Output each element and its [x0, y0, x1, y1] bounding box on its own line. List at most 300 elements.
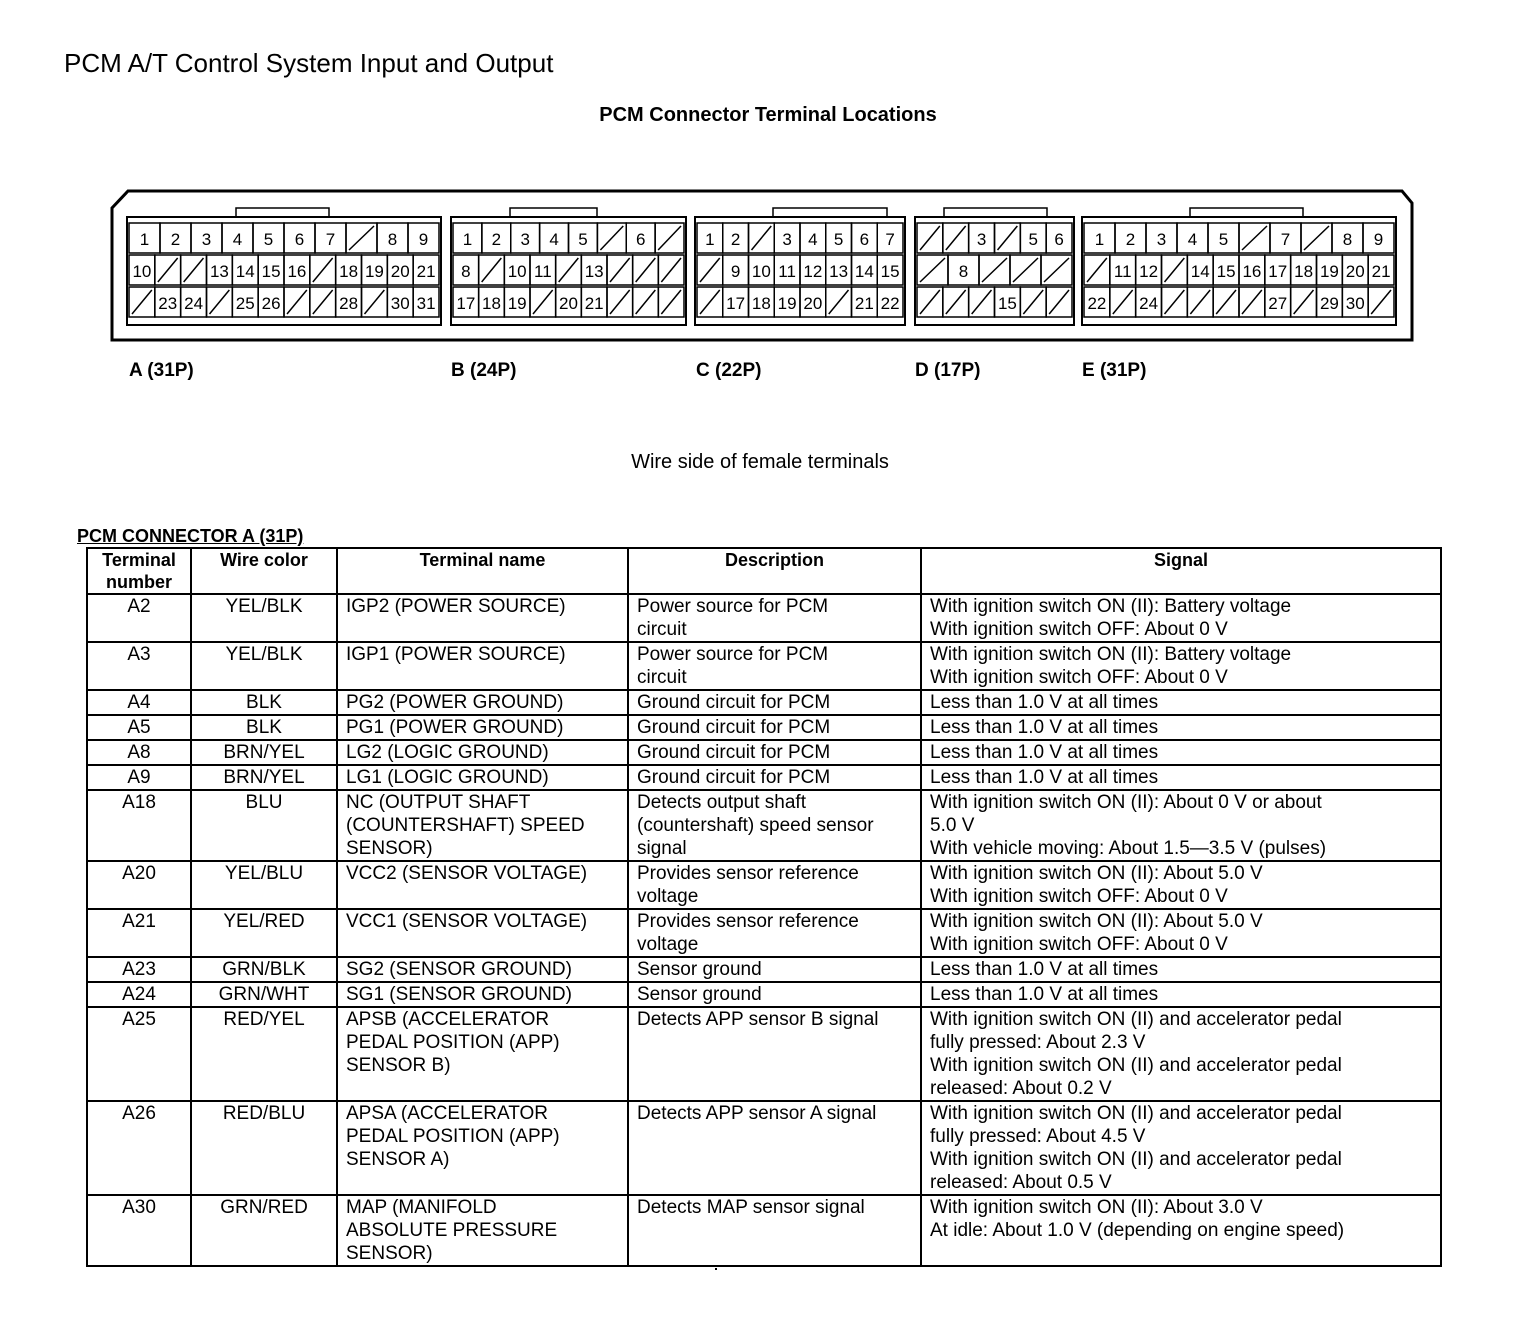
connector-e-row1-terminal-number: 3: [1156, 230, 1167, 249]
connector-a-row3-blocked-cavity-slash: [132, 290, 152, 314]
signal-cell-line: With ignition switch OFF: About 0 V: [930, 619, 1228, 640]
signal-cell: [921, 861, 1441, 909]
header-terminal-number: [87, 548, 191, 594]
description-cell: [628, 715, 921, 740]
connector-e-row3-blocked-cavity-slash: [1371, 290, 1391, 314]
terminal-name-cell: [337, 1195, 628, 1266]
connector-b-row1-terminal-number: 4: [549, 230, 559, 249]
terminal-name-cell-line: APSA (ACCELERATOR: [346, 1103, 549, 1124]
description-cell-line: Ground circuit for PCM: [637, 717, 831, 738]
header-description: Description: [628, 548, 921, 594]
terminal-name-cell-line: SG1 (SENSOR GROUND): [346, 984, 572, 1005]
connector-a-row1-terminal-number: 7: [325, 230, 336, 249]
terminal-name-cell-line: SENSOR B): [346, 1055, 451, 1076]
description-cell-line: signal: [637, 838, 687, 859]
signal-cell-line: With ignition switch ON (II) and accelerator pedal: [930, 1055, 1342, 1076]
signal-cell-line: Less than 1.0 V at all times: [930, 742, 1159, 763]
connector-b-row1-terminal-number: 1: [462, 230, 473, 249]
connector-a-row3-terminal-number: 31: [416, 294, 436, 313]
connector-e-row1-terminal-number: 8: [1342, 230, 1353, 249]
connector-a-row3-terminal-number: 24: [184, 294, 204, 313]
terminal-number-cell: A5: [87, 715, 191, 740]
connector-a-row2-terminal-number: 10: [132, 262, 152, 281]
signal-cell: [921, 1195, 1441, 1266]
connector-e-row3-blocked-cavity-slash: [1294, 290, 1314, 314]
connector-d-row1-blocked-cavity-slash: [998, 226, 1018, 250]
connector-e-row1-blocked-cavity-slash: [1242, 226, 1267, 250]
wire-color-cell: BLK: [191, 715, 337, 740]
connector-e-row2-terminal-number: 11: [1113, 262, 1132, 281]
table-row: [87, 982, 1441, 1007]
diagram-title: PCM Connector Terminal Locations: [599, 104, 937, 126]
connector-a-lock-tab: [236, 208, 329, 217]
description-cell-line: Power source for PCM: [637, 596, 829, 617]
wire-color-cell: YEL/BLK: [191, 594, 337, 642]
description-cell-line: Sensor ground: [637, 984, 762, 1005]
wire-color-cell: GRN/RED: [191, 1195, 337, 1266]
terminal-name-cell: [337, 1007, 628, 1101]
connector-a-row3-terminal-number: 23: [158, 294, 178, 313]
terminal-number-cell: A9: [87, 765, 191, 790]
connector-d-row1-blocked-cavity-slash: [946, 226, 966, 250]
signal-cell-line: Less than 1.0 V at all times: [930, 959, 1159, 980]
connector-a-row2-terminal-number: 14: [235, 262, 255, 281]
description-cell-line: Detects output shaft: [637, 792, 806, 813]
connector-b-row3-terminal-number: 20: [559, 294, 578, 313]
description-cell-line: Power source for PCM: [637, 644, 829, 665]
table-row: [87, 957, 1441, 982]
description-cell-line: voltage: [637, 934, 699, 955]
connector-e-row1-terminal-number: 4: [1187, 230, 1198, 249]
terminal-name-cell-line: PEDAL POSITION (APP): [346, 1032, 560, 1053]
connector-b-row1-terminal-number: 5: [578, 230, 588, 249]
connector-e-row3-terminal-number: 22: [1087, 294, 1107, 313]
terminal-name-cell-line: SENSOR): [346, 838, 433, 859]
signal-cell-line: With ignition switch ON (II): About 5.0 V: [930, 911, 1263, 932]
signal-cell-line: released: About 0.5 V: [930, 1172, 1112, 1193]
signal-cell: [921, 982, 1441, 1007]
terminal-number-cell: A30: [87, 1195, 191, 1266]
signal-cell-line: fully pressed: About 4.5 V: [930, 1126, 1146, 1147]
terminal-number-cell: A24: [87, 982, 191, 1007]
wire-color-cell: GRN/BLK: [191, 957, 337, 982]
signal-cell: [921, 715, 1441, 740]
connector-c-row1-terminal-number: 1: [705, 230, 715, 249]
connector-a-row3-blocked-cavity-slash: [313, 290, 333, 314]
signal-cell-line: With ignition switch OFF: About 0 V: [930, 667, 1228, 688]
connector-e-label: E (31P): [1082, 360, 1147, 381]
connector-c-row3-terminal-number: 19: [777, 294, 797, 313]
connector-e-row1-terminal-number: 1: [1094, 230, 1105, 249]
signal-cell-line: With ignition switch ON (II) and accelerator pedal: [930, 1009, 1342, 1030]
connector-e-row3-blocked-cavity-slash: [1242, 290, 1262, 314]
signal-cell-line: Less than 1.0 V at all times: [930, 767, 1159, 788]
connector-b-row1-terminal-number: 2: [491, 230, 502, 249]
connector-d-row2-blocked-cavity-slash: [1044, 258, 1069, 282]
terminal-number-cell: A2: [87, 594, 191, 642]
connector-b-row1-terminal-number: 3: [520, 230, 530, 249]
terminal-name-cell: [337, 982, 628, 1007]
connector-a-row3-terminal-number: 26: [261, 294, 281, 313]
connector-b-row3-blocked-cavity-slash: [533, 290, 553, 314]
connector-e-row1-terminal-number: 7: [1280, 230, 1291, 249]
connector-c-row1-terminal-number: 5: [833, 230, 844, 249]
connector-d-row1-terminal-number: 3: [976, 230, 987, 249]
connector-c-row1-terminal-number: 4: [808, 230, 818, 249]
signal-cell-line: With ignition switch ON (II) and accelerator pedal: [930, 1149, 1342, 1170]
connector-d-row1-terminal-number: 5: [1028, 230, 1038, 249]
description-cell: [628, 909, 921, 957]
connector-b-row1-blocked-cavity-slash: [658, 226, 681, 250]
table-row: [87, 765, 1441, 790]
terminal-number-cell: A18: [87, 790, 191, 861]
description-cell-line: Ground circuit for PCM: [637, 767, 831, 788]
description-cell: [628, 642, 921, 690]
terminal-name-cell-line: ABSOLUTE PRESSURE: [346, 1220, 558, 1241]
wire-color-cell: BRN/YEL: [191, 765, 337, 790]
description-cell: [628, 765, 921, 790]
signal-cell: [921, 642, 1441, 690]
table-row: [87, 715, 1441, 740]
connector-c-row3-terminal-number: 22: [880, 294, 900, 313]
connector-a-row1-terminal-number: 2: [170, 230, 181, 249]
connector-a-row3-terminal-number: 28: [339, 294, 359, 313]
terminal-name-cell: [337, 765, 628, 790]
connector-e-row2-terminal-number: 16: [1242, 262, 1262, 281]
table-row: [87, 642, 1441, 690]
header-terminal-name: Terminal name: [337, 548, 628, 594]
description-cell-line: circuit: [637, 619, 687, 640]
wire-color-cell: YEL/RED: [191, 909, 337, 957]
terminal-name-cell-line: PG2 (POWER GROUND): [346, 692, 564, 713]
connector-b-row3-blocked-cavity-slash: [610, 290, 630, 314]
terminal-name-cell: [337, 957, 628, 982]
table-row: [87, 690, 1441, 715]
header-wire-color: Wire color: [191, 548, 337, 594]
connector-a-row1-terminal-number: 1: [139, 230, 150, 249]
connector-c-row3-terminal-number: 18: [751, 294, 771, 313]
connector-c-row3-terminal-number: 20: [803, 294, 823, 313]
connector-c-row3-terminal-number: 21: [854, 294, 874, 313]
description-cell-line: voltage: [637, 886, 699, 907]
connector-e-row3-terminal-number: 27: [1268, 294, 1288, 313]
connector-diagram: [0, 180, 1536, 350]
connector-e-row1-terminal-number: 5: [1218, 230, 1229, 249]
connector-e-row3-terminal-number: 30: [1345, 294, 1365, 313]
connector-d-row2-blocked-cavity-slash: [920, 258, 945, 282]
connector-a-row2-blocked-cavity-slash: [158, 258, 178, 282]
connector-d-lock-tab: [944, 208, 1047, 217]
signal-cell: [921, 1101, 1441, 1195]
connector-b-row2-blocked-cavity-slash: [636, 258, 656, 282]
terminal-name-cell: [337, 740, 628, 765]
connector-a-row2-terminal-number: 19: [364, 262, 384, 281]
connector-e-row1-terminal-number: 2: [1125, 230, 1136, 249]
terminal-name-cell-line: LG2 (LOGIC GROUND): [346, 742, 549, 763]
header-signal: Signal: [921, 548, 1441, 594]
signal-cell: [921, 957, 1441, 982]
description-cell: [628, 1195, 921, 1266]
terminal-name-cell-line: LG1 (LOGIC GROUND): [346, 767, 549, 788]
connector-e-row3-terminal-number: 24: [1139, 294, 1159, 313]
description-cell-line: (countershaft) speed sensor: [637, 815, 874, 836]
connector-b-row2-terminal-number: 11: [534, 262, 552, 281]
connector-c-row1-terminal-number: 2: [730, 230, 741, 249]
connector-c-row1-terminal-number: 7: [885, 230, 895, 249]
description-cell-line: Ground circuit for PCM: [637, 742, 831, 763]
connector-e-row2-blocked-cavity-slash: [1165, 258, 1185, 282]
header-terminal-line1: Terminal: [102, 550, 176, 570]
connector-c-row2-blocked-cavity-slash: [700, 258, 720, 282]
description-cell: [628, 790, 921, 861]
connector-c-row2-terminal-number: 10: [751, 262, 771, 281]
connector-c-row3-terminal-number: 17: [726, 294, 746, 313]
connector-a-row2-terminal-number: 18: [339, 262, 359, 281]
connector-e-row2-terminal-number: 20: [1345, 262, 1365, 281]
connector-b-row2-blocked-cavity-slash: [610, 258, 630, 282]
connector-e-row2-terminal-number: 17: [1268, 262, 1288, 281]
connector-e-row2-terminal-number: 19: [1319, 262, 1339, 281]
description-cell-line: Ground circuit for PCM: [637, 692, 831, 713]
terminal-number-cell: A26: [87, 1101, 191, 1195]
description-cell-line: Detects MAP sensor signal: [637, 1197, 865, 1218]
terminal-name-cell: [337, 594, 628, 642]
connector-b-row3-blocked-cavity-slash: [661, 290, 681, 314]
connector-b-row2-blocked-cavity-slash: [661, 258, 681, 282]
table-header-row: [87, 548, 1441, 594]
table-row: [87, 1195, 1441, 1266]
connector-a-row3-blocked-cavity-slash: [365, 290, 385, 314]
connector-c-row2-terminal-number: 14: [854, 262, 874, 281]
connector-c-lock-tab: [773, 208, 887, 217]
connector-a-row2-terminal-number: 15: [261, 262, 281, 281]
description-cell-line: Provides sensor reference: [637, 863, 859, 884]
connector-d-row2-blocked-cavity-slash: [982, 258, 1007, 282]
signal-cell-line: With ignition switch OFF: About 0 V: [930, 886, 1228, 907]
description-cell: [628, 740, 921, 765]
wire-color-cell: RED/YEL: [191, 1007, 337, 1101]
table-title: PCM CONNECTOR A (31P): [77, 526, 304, 546]
connector-e-row2-terminal-number: 15: [1216, 262, 1236, 281]
terminal-number-cell: A4: [87, 690, 191, 715]
signal-cell-line: With ignition switch ON (II): About 5.0 V: [930, 863, 1263, 884]
description-cell-line: Detects APP sensor B signal: [637, 1009, 879, 1030]
terminal-name-cell: [337, 861, 628, 909]
connector-b-row2-blocked-cavity-slash: [559, 258, 579, 282]
connector-b-row1-terminal-number: 6: [635, 230, 646, 249]
connector-d-row3-terminal-number: 15: [997, 294, 1017, 313]
description-cell-line: Sensor ground: [637, 959, 762, 980]
terminal-name-cell: [337, 1101, 628, 1195]
description-cell: [628, 982, 921, 1007]
terminal-name-cell: [337, 642, 628, 690]
terminal-number-cell: A20: [87, 861, 191, 909]
connector-b-row1-blocked-cavity-slash: [600, 226, 623, 250]
terminal-table: [86, 547, 1442, 1267]
connector-e-row3-blocked-cavity-slash: [1165, 290, 1185, 314]
connector-a-row3-blocked-cavity-slash: [210, 290, 230, 314]
connector-e-row2-terminal-number: 14: [1190, 262, 1210, 281]
connector-e-row3-blocked-cavity-slash: [1216, 290, 1236, 314]
connector-d-row1-blocked-cavity-slash: [920, 226, 940, 250]
connector-d-label: D (17P): [915, 360, 981, 381]
signal-cell: [921, 690, 1441, 715]
signal-cell-line: fully pressed: About 2.3 V: [930, 1032, 1146, 1053]
terminal-name-cell: [337, 690, 628, 715]
connector-a-row1-blocked-cavity-slash: [349, 226, 374, 250]
stray-dot: [715, 1268, 717, 1270]
signal-cell-line: At idle: About 1.0 V (depending on engine speed): [930, 1220, 1345, 1241]
signal-cell-line: Less than 1.0 V at all times: [930, 717, 1159, 738]
connector-c-row3-blocked-cavity-slash: [829, 290, 849, 314]
wire-color-cell: RED/BLU: [191, 1101, 337, 1195]
terminal-name-cell-line: NC (OUTPUT SHAFT: [346, 792, 531, 813]
terminal-number-cell: A3: [87, 642, 191, 690]
signal-cell-line: With ignition switch ON (II): Battery voltage: [930, 644, 1292, 665]
connector-c-row1-blocked-cavity-slash: [752, 226, 772, 250]
connector-b-row3-terminal-number: 19: [507, 294, 527, 313]
connector-b-row2-terminal-number: 13: [584, 262, 604, 281]
connector-d-row2-terminal-number: 8: [958, 262, 969, 281]
connector-c-row2-terminal-number: 9: [730, 262, 741, 281]
connector-e-row3-blocked-cavity-slash: [1113, 290, 1133, 314]
page-title: PCM A/T Control System Input and Output: [64, 48, 554, 78]
signal-cell: [921, 909, 1441, 957]
description-cell: [628, 690, 921, 715]
signal-cell-line: With ignition switch ON (II): Battery voltage: [930, 596, 1292, 617]
description-cell-line: Detects APP sensor A signal: [637, 1103, 877, 1124]
terminal-name-cell-line: IGP2 (POWER SOURCE): [346, 596, 566, 617]
signal-cell: [921, 790, 1441, 861]
terminal-name-cell-line: SENSOR A): [346, 1149, 450, 1170]
table-row: [87, 594, 1441, 642]
connector-d-row3-blocked-cavity-slash: [1023, 290, 1043, 314]
description-cell-line: circuit: [637, 667, 687, 688]
connector-c-row2-terminal-number: 13: [829, 262, 849, 281]
connector-c-row1-terminal-number: 3: [782, 230, 792, 249]
terminal-name-cell-line: PG1 (POWER GROUND): [346, 717, 564, 738]
connector-c-row2-terminal-number: 11: [778, 262, 796, 281]
connector-a-row3-blocked-cavity-slash: [287, 290, 307, 314]
connector-a-row2-blocked-cavity-slash: [313, 258, 333, 282]
connector-a-row1-terminal-number: 3: [201, 230, 212, 249]
signal-cell: [921, 740, 1441, 765]
terminal-name-cell-line: VCC1 (SENSOR VOLTAGE): [346, 911, 588, 932]
terminal-name-cell-line: APSB (ACCELERATOR: [346, 1009, 550, 1030]
wire-color-cell: YEL/BLU: [191, 861, 337, 909]
signal-cell: [921, 1007, 1441, 1101]
connector-d-row3-blocked-cavity-slash: [1049, 290, 1069, 314]
connector-b-row2-terminal-number: 10: [507, 262, 527, 281]
table-row: [87, 790, 1441, 861]
signal-cell: [921, 765, 1441, 790]
connector-a-row1-terminal-number: 8: [387, 230, 398, 249]
terminal-name-cell-line: SG2 (SENSOR GROUND): [346, 959, 572, 980]
terminal-name-cell-line: (COUNTERSHAFT) SPEED: [346, 815, 585, 836]
terminal-name-cell: [337, 715, 628, 740]
wire-side-caption: Wire side of female terminals: [631, 451, 889, 473]
terminal-name-cell: [337, 790, 628, 861]
connector-b-row3-terminal-number: 17: [456, 294, 476, 313]
connector-e-lock-tab: [1190, 208, 1303, 217]
connector-e-row2-blocked-cavity-slash: [1087, 258, 1107, 282]
wire-color-cell: GRN/WHT: [191, 982, 337, 1007]
wire-color-cell: BRN/YEL: [191, 740, 337, 765]
connector-b-row2-blocked-cavity-slash: [482, 258, 502, 282]
wire-color-cell: BLK: [191, 690, 337, 715]
connector-b-row2-terminal-number: 8: [461, 262, 471, 281]
connector-a-label: A (31P): [129, 360, 194, 381]
connector-a-row2-blocked-cavity-slash: [184, 258, 204, 282]
connector-c-row2-terminal-number: 15: [880, 262, 900, 281]
connector-a-row1-terminal-number: 6: [294, 230, 305, 249]
terminal-name-cell-line: IGP1 (POWER SOURCE): [346, 644, 566, 665]
table-row: [87, 861, 1441, 909]
terminal-number-cell: A23: [87, 957, 191, 982]
table-row: [87, 909, 1441, 957]
table-row: [87, 1101, 1441, 1195]
connector-c-label: C (22P): [696, 360, 762, 381]
description-cell: [628, 594, 921, 642]
connector-d-row3-blocked-cavity-slash: [920, 290, 940, 314]
connector-d-row3-blocked-cavity-slash: [972, 290, 992, 314]
connector-a-row2-terminal-number: 21: [416, 262, 436, 281]
connector-e-row2-terminal-number: 12: [1139, 262, 1159, 281]
connector-d-row1-terminal-number: 6: [1054, 230, 1064, 249]
connector-e-row3-blocked-cavity-slash: [1190, 290, 1210, 314]
terminal-name-cell: [337, 909, 628, 957]
header-terminal-line2: number: [105, 572, 172, 592]
connector-a-row1-terminal-number: 5: [263, 230, 274, 249]
connector-a-row2-terminal-number: 13: [209, 262, 229, 281]
connector-a-row3-terminal-number: 30: [390, 294, 410, 313]
signal-cell-line: 5.0 V: [930, 815, 975, 836]
connector-a-row1-terminal-number: 9: [418, 230, 429, 249]
signal-cell: [921, 594, 1441, 642]
table-row: [87, 1007, 1441, 1101]
connector-a-row1-terminal-number: 4: [232, 230, 243, 249]
description-cell-line: Provides sensor reference: [637, 911, 859, 932]
wire-color-cell: BLU: [191, 790, 337, 861]
connector-b-row3-terminal-number: 18: [482, 294, 501, 313]
connector-a-row2-terminal-number: 16: [287, 262, 307, 281]
connector-b-label: B (24P): [451, 360, 517, 381]
connector-c-row1-terminal-number: 6: [859, 230, 870, 249]
connector-e-row1-terminal-number: 9: [1373, 230, 1384, 249]
terminal-name-cell-line: MAP (MANIFOLD: [346, 1197, 497, 1218]
connector-a-row2-terminal-number: 20: [390, 262, 410, 281]
terminal-name-cell-line: VCC2 (SENSOR VOLTAGE): [346, 863, 588, 884]
terminal-number-cell: A25: [87, 1007, 191, 1101]
signal-cell-line: With vehicle moving: About 1.5—3.5 V (pulses): [930, 838, 1327, 859]
connector-c-row2-terminal-number: 12: [803, 262, 823, 281]
signal-cell-line: With ignition switch ON (II) and accelerator pedal: [930, 1103, 1342, 1124]
terminal-number-cell: A21: [87, 909, 191, 957]
signal-cell-line: With ignition switch ON (II): About 3.0 V: [930, 1197, 1263, 1218]
description-cell: [628, 1101, 921, 1195]
connector-e-row2-terminal-number: 21: [1371, 262, 1391, 281]
connector-e-row3-terminal-number: 29: [1319, 294, 1339, 313]
signal-cell-line: released: About 0.2 V: [930, 1078, 1112, 1099]
connector-e-row1-blocked-cavity-slash: [1304, 226, 1329, 250]
connector-c-row3-blocked-cavity-slash: [700, 290, 720, 314]
signal-cell-line: Less than 1.0 V at all times: [930, 692, 1159, 713]
connector-a-row3-terminal-number: 25: [235, 294, 255, 313]
terminal-name-cell-line: SENSOR): [346, 1243, 433, 1264]
connector-b-row3-terminal-number: 21: [584, 294, 604, 313]
connector-b-row3-blocked-cavity-slash: [636, 290, 656, 314]
description-cell: [628, 957, 921, 982]
